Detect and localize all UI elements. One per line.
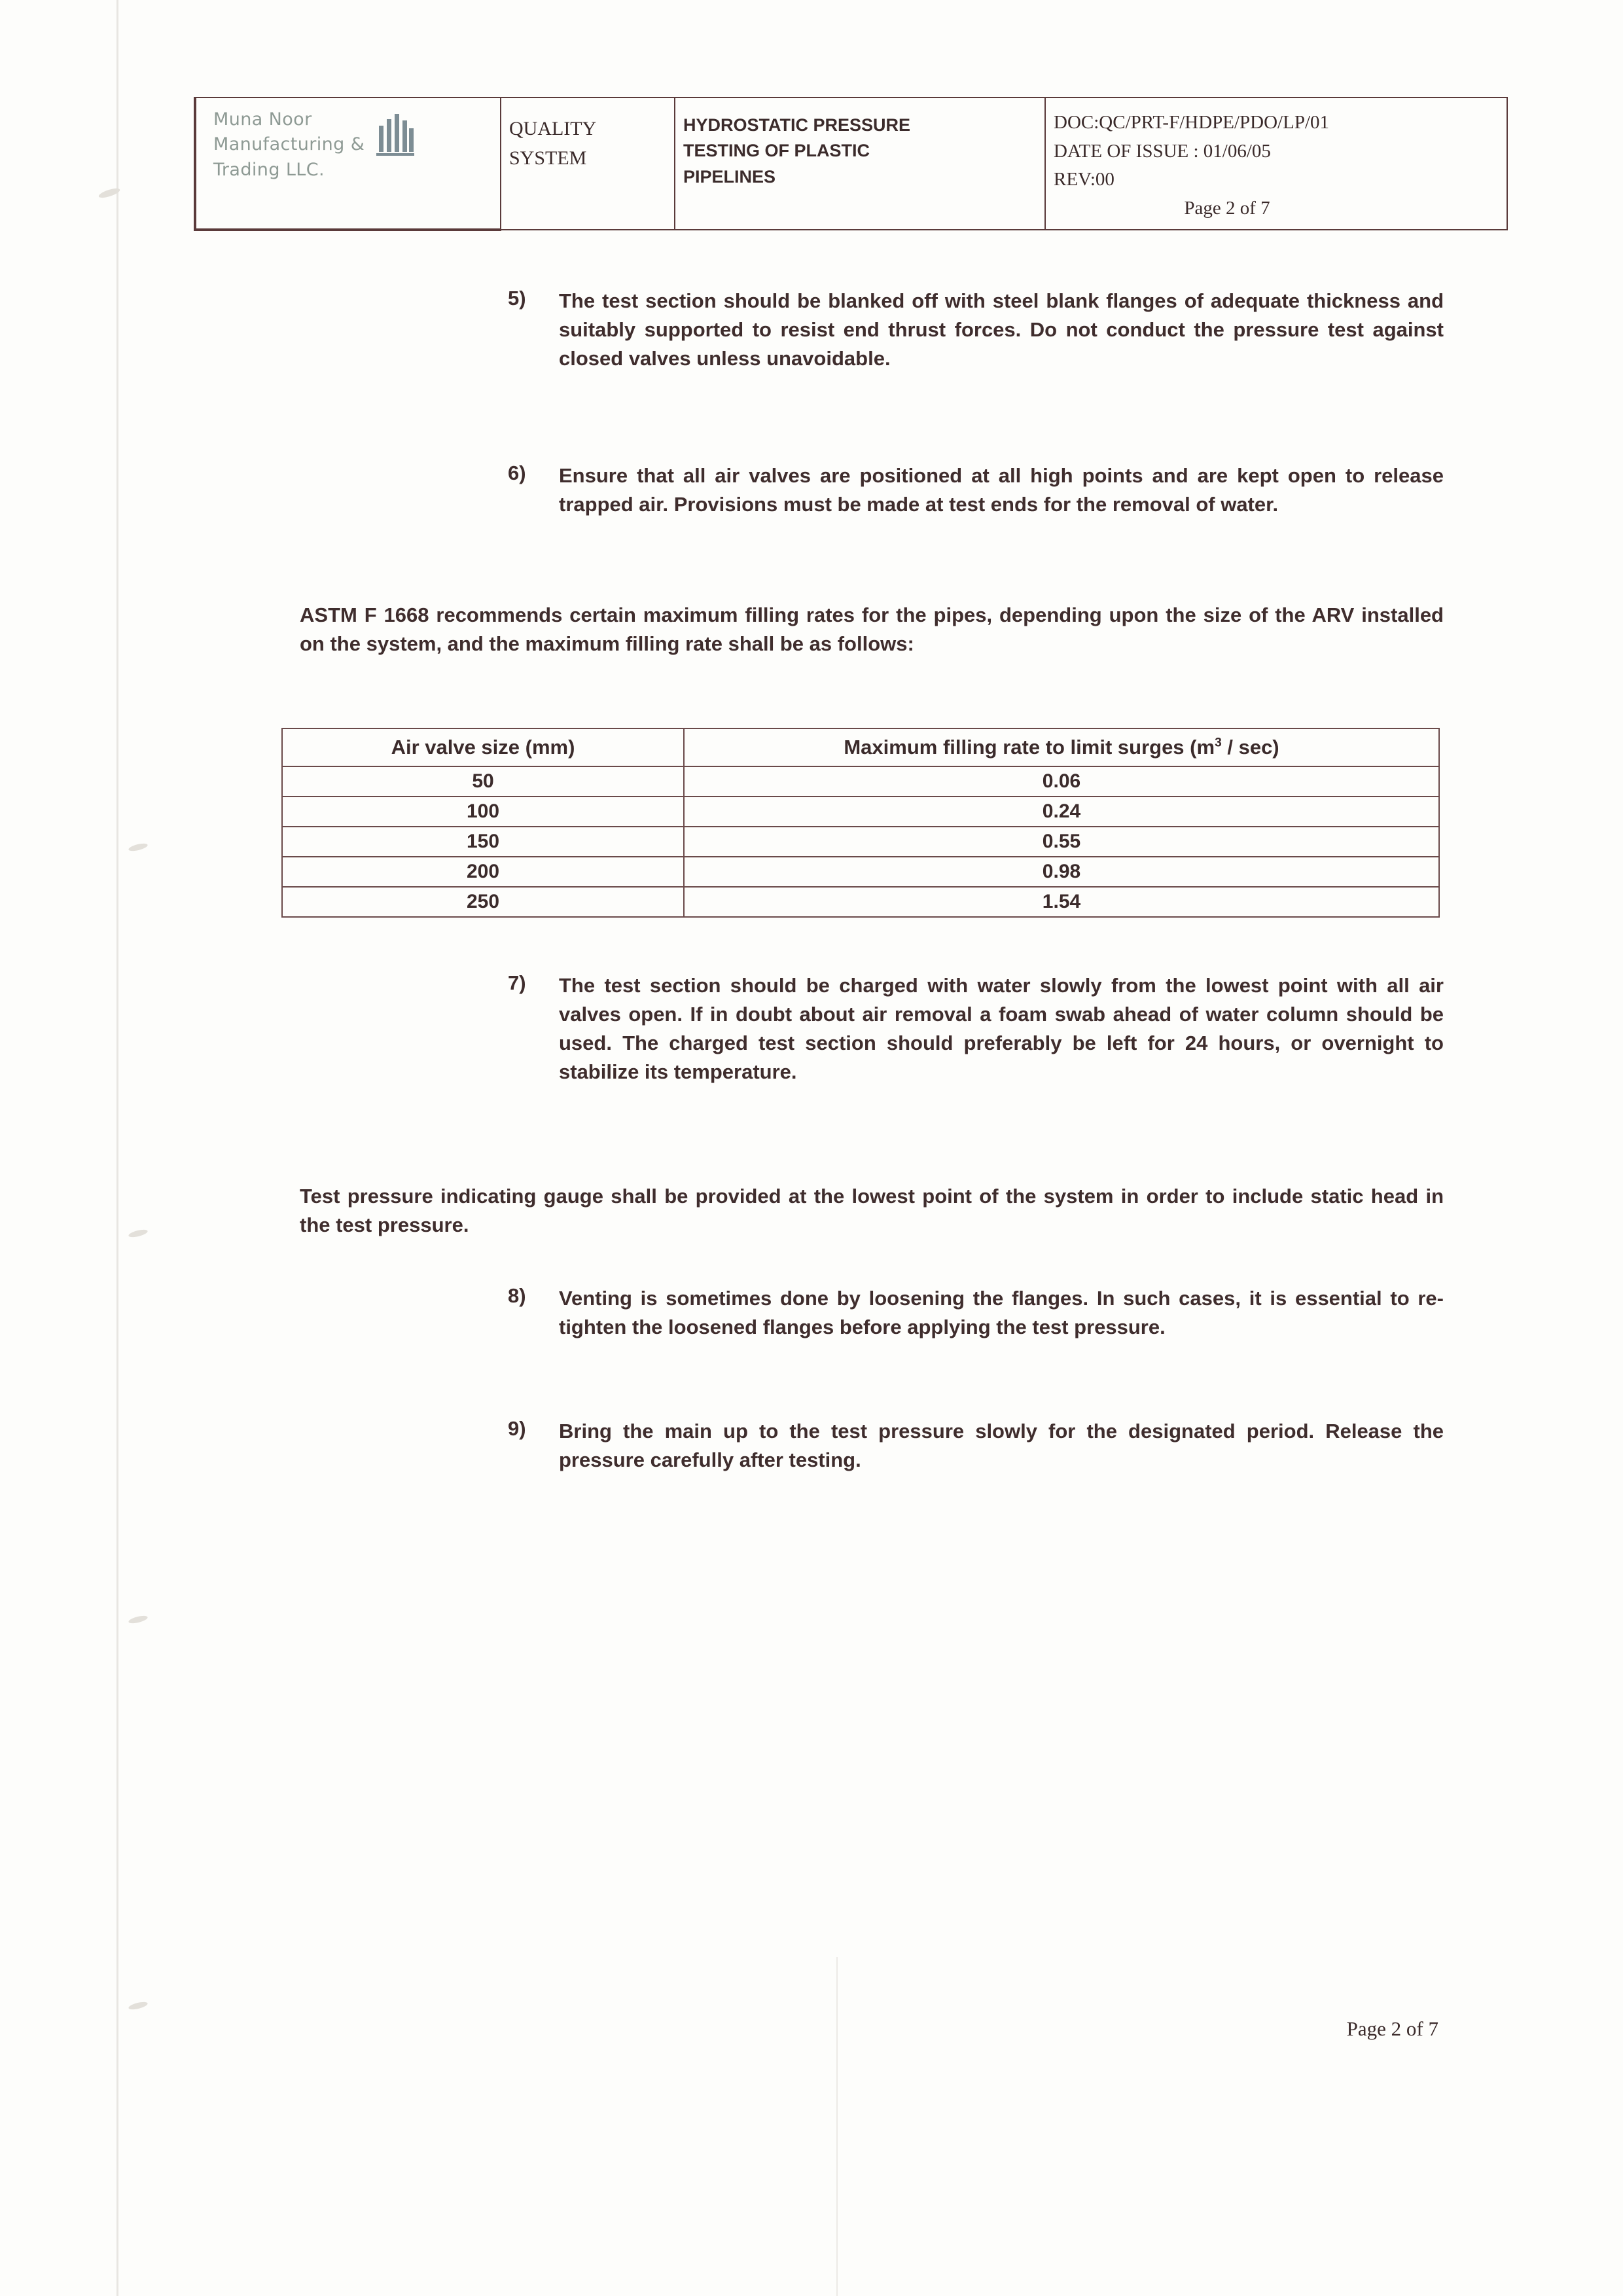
list-item-number: 7) <box>508 971 526 994</box>
list-item-number: 5) <box>508 287 526 310</box>
header-cell-doc-info <box>1045 98 1507 230</box>
document-title-line1: HYDROSTATIC PRESSURE <box>683 115 911 135</box>
table-row <box>282 857 1439 887</box>
table-row <box>282 887 1439 917</box>
list-item-text: Bring the main up to the test pressure slowly for the designated period. Release the pressure carefully after testing. <box>559 1420 1444 1472</box>
cell-size: 100 <box>282 797 684 827</box>
list-item <box>508 461 1444 519</box>
list-item-text: The test section should be blanked off with steel blank flanges of adequate thickness and suitably supported to resist end thrust forces. Do not conduct the pressure test against closed valves unless unavoidable. <box>559 289 1444 370</box>
header-cell-title <box>675 98 1045 230</box>
doc-revision: REV:00 <box>1054 169 1115 190</box>
scan-artifact-mark <box>128 2001 148 2011</box>
doc-number: DOC:QC/PRT-F/HDPE/PDO/LP/01 <box>1054 112 1330 133</box>
paragraph-gauge: Test pressure indicating gauge shall be provided at the lowest point of the system in order to include static head in the test pressure. <box>300 1185 1444 1237</box>
cell-size: 50 <box>282 766 684 797</box>
cell-rate: 1.54 <box>684 887 1439 917</box>
footer-page-number: Page 2 of 7 <box>1346 2017 1438 2040</box>
list-item <box>508 971 1444 1086</box>
scan-artifact-mid-line <box>836 1957 838 2296</box>
table-header-max-filling-rate <box>684 728 1439 766</box>
paragraph-astm: ASTM F 1668 recommends certain maximum filling rates for the pipes, depending upon the size of the ARV installed on the system, and the maximum filling rate shall be as follows: <box>300 603 1444 656</box>
cell-rate: 0.55 <box>684 827 1439 857</box>
company-logo-icon <box>375 110 416 153</box>
table-header-superscript: 3 <box>1215 736 1222 750</box>
company-name <box>213 107 365 183</box>
scan-artifact-mark <box>128 1229 148 1239</box>
filling-rate-table-wrap <box>281 728 1440 918</box>
header-cell-quality-system <box>501 98 675 230</box>
table-header-text-pre: Maximum filling rate to limit surges (m <box>844 736 1215 759</box>
company-name-line1: Muna Noor <box>213 109 312 130</box>
company-name-line3: Trading LLC. <box>213 159 325 180</box>
list-item-text: Ensure that all air valves are positioned at all high points and are kept open to release trapped air. Provisions must be made at test ends for the removal of water. <box>559 464 1444 516</box>
table-row <box>282 766 1439 797</box>
list-item-number: 6) <box>508 461 526 484</box>
table-header-air-valve-size: Air valve size (mm) <box>282 728 684 766</box>
doc-page-number: Page 2 of 7 <box>1184 197 1270 219</box>
list-item-text: The test section should be charged with water slowly from the lowest point with all air valves open. If in doubt about air removal a foam swab ahead of water column should be used. The charged test section should preferably be left for 24 hours, or overnight to stabilize its temperature. <box>559 974 1444 1084</box>
table-row <box>282 797 1439 827</box>
list-item-text: Venting is sometimes done by loosening the flanges. In such cases, it is essential to re-tighten the loosened flanges before applying the test pressure. <box>559 1287 1444 1339</box>
list-item-number: 9) <box>508 1417 526 1440</box>
doc-date-of-issue: DATE OF ISSUE : 01/06/05 <box>1054 140 1271 162</box>
document-title-line3: PIPELINES <box>683 166 776 187</box>
document-header-table <box>194 97 1508 231</box>
list-item <box>508 1417 1444 1475</box>
quality-system-line1: QUALITY <box>509 118 597 139</box>
header-cell-logo <box>195 98 501 230</box>
cell-size: 250 <box>282 887 684 917</box>
document-title-line2: TESTING OF PLASTIC <box>683 141 870 161</box>
list-item-number: 8) <box>508 1284 526 1307</box>
scan-artifact-mark <box>128 842 148 853</box>
scan-artifact-left-line <box>116 0 118 2296</box>
table-header-text-post: / sec) <box>1221 736 1279 759</box>
quality-system-line2: SYSTEM <box>509 147 587 169</box>
table-header-row <box>282 728 1439 766</box>
cell-rate: 0.98 <box>684 857 1439 887</box>
list-item <box>508 287 1444 373</box>
cell-rate: 0.24 <box>684 797 1439 827</box>
list-item <box>508 1284 1444 1342</box>
company-name-line2: Manufacturing & <box>213 134 365 155</box>
cell-size: 150 <box>282 827 684 857</box>
table-row <box>282 827 1439 857</box>
filling-rate-table <box>281 728 1440 918</box>
cell-rate: 0.06 <box>684 766 1439 797</box>
scan-artifact-mark <box>128 1615 148 1625</box>
cell-size: 200 <box>282 857 684 887</box>
